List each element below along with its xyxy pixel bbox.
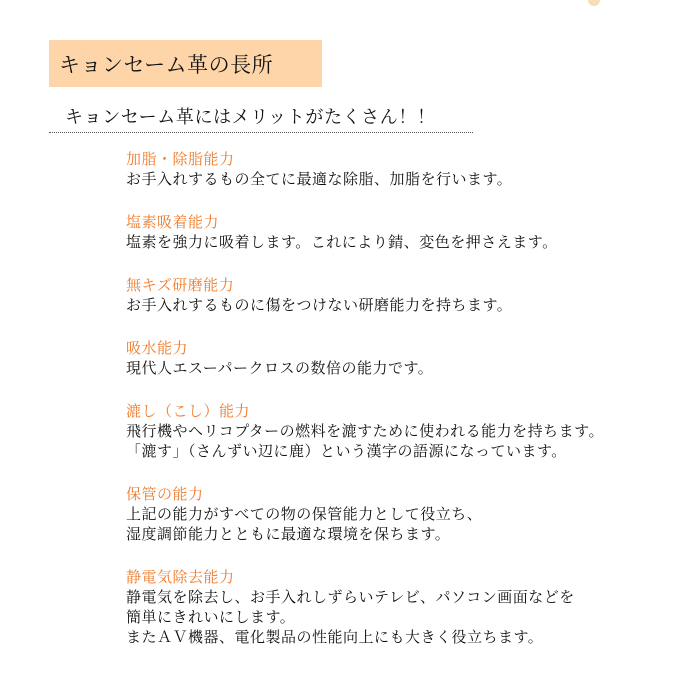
page-subtitle xyxy=(49,99,473,133)
feature-list xyxy=(126,149,686,647)
page-title xyxy=(49,40,322,87)
feature-title: 保管の能力 xyxy=(126,485,204,503)
feature-description-line: 飛行機やヘリコプターの燃料を漉すために使われる能力を持ちます。 xyxy=(126,422,604,440)
feature-item xyxy=(126,149,686,189)
feature-description-line: 現代人エスーパークロスの数倍の能力です。 xyxy=(126,359,434,377)
feature-item xyxy=(126,275,686,315)
feature-item xyxy=(126,212,686,252)
feature-title: 静電気除去能力 xyxy=(126,568,235,586)
decorative-corner-mark xyxy=(588,0,600,6)
feature-description-line: 「漉す」（さんずい辺に鹿）という漢字の語源になっています。 xyxy=(126,442,567,460)
page-title-text: キョンセーム革の長所 xyxy=(59,52,274,77)
feature-description-line: 塩素を強力に吸着します。これにより錆、変色を押さえます。 xyxy=(126,233,558,251)
feature-title: 塩素吸着能力 xyxy=(126,213,220,231)
feature-item xyxy=(126,484,686,544)
feature-description-line: 静電気を除去し、お手入れしずらいテレビ、パソコン画面などを xyxy=(126,588,575,606)
feature-item xyxy=(126,567,686,647)
page-subtitle-text: キョンセーム革にはメリットがたくさん！！ xyxy=(65,106,436,128)
feature-item xyxy=(126,338,686,378)
feature-title: 無キズ研磨能力 xyxy=(126,276,235,294)
feature-description-line: 湿度調節能力とともに最適な環境を保ちます。 xyxy=(126,525,451,543)
feature-item xyxy=(126,401,686,461)
feature-description-line: お手入れするものに傷をつけない研磨能力を持ちます。 xyxy=(126,296,513,314)
feature-description-line: またＡＶ機器、電化製品の性能向上にも大きく役立ちます。 xyxy=(126,628,544,646)
feature-description-line: 上記の能力がすべての物の保管能力として役立ち、 xyxy=(126,505,483,523)
feature-description-line: お手入れするもの全てに最適な除脂、加脂を行います。 xyxy=(126,170,513,188)
feature-title: 吸水能力 xyxy=(126,339,189,357)
feature-title: 加脂・除脂能力 xyxy=(126,150,235,168)
feature-title: 漉し（こし）能力 xyxy=(126,402,251,420)
feature-description-line: 簡単にきれいにします。 xyxy=(126,608,296,626)
